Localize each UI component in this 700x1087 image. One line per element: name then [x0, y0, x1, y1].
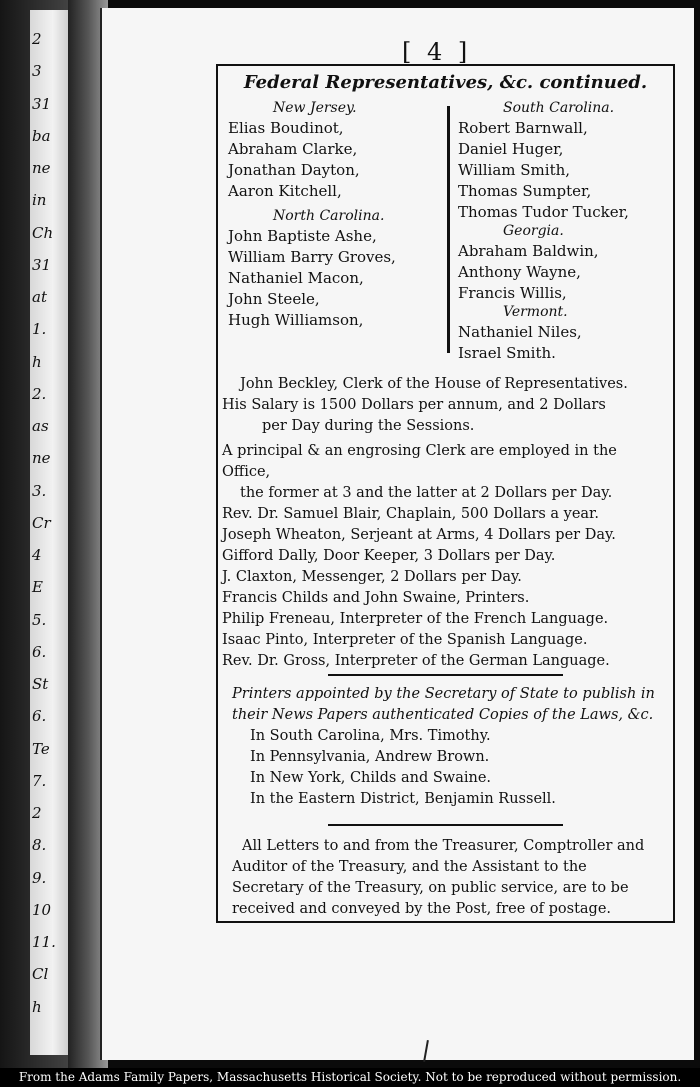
facing-page-margin: [30, 10, 70, 1055]
letters-line: Auditor of the Treasury, and the Assistant to the: [232, 859, 587, 875]
officer-line: the former at 3 and the latter at 2 Dollars per Day.: [240, 485, 613, 501]
member-name: Nathaniel Niles,: [458, 323, 582, 341]
margin-note: 2.: [32, 384, 47, 403]
margin-note: ne: [32, 449, 51, 468]
margin-note: 10: [32, 900, 52, 919]
printers-section: [222, 684, 669, 810]
printers-line: their News Papers authenticated Copies of the Laws, &c.: [232, 707, 654, 723]
officer-line: His Salary is 1500 Dollars per annum, and 2 Dollars: [222, 397, 606, 413]
letters-line: received and conveyed by the Post, free of postage.: [232, 901, 612, 917]
member-name: John Steele,: [228, 290, 320, 308]
state-heading: Vermont.: [503, 304, 568, 320]
margin-note: in: [32, 191, 47, 210]
member-name: Thomas Sumpter,: [458, 182, 592, 200]
member-name: Aaron Kitchell,: [228, 182, 342, 200]
member-name: Hugh Williamson,: [228, 311, 364, 329]
margin-note: 31: [32, 255, 52, 274]
content-frame: [216, 64, 675, 923]
section-rule: [328, 674, 563, 676]
margin-note: Cr: [32, 513, 51, 532]
member-name: Anthony Wayne,: [458, 263, 581, 281]
printers-line: In Pennsylvania, Andrew Brown.: [250, 749, 490, 765]
margin-note: 3: [32, 62, 42, 81]
margin-note: ne: [32, 159, 51, 178]
margin-note: Ch: [32, 223, 54, 242]
state-heading: North Carolina.: [273, 208, 385, 224]
member-name: Daniel Huger,: [458, 140, 564, 158]
section-rule: [328, 824, 563, 826]
officer-line: Rev. Dr. Samuel Blair, Chaplain, 500 Dollars a year.: [222, 506, 599, 522]
section-header: Federal Representatives, &c. continued.: [243, 72, 648, 93]
member-name: Francis Willis,: [458, 284, 567, 302]
margin-note: h: [32, 352, 42, 371]
officer-line: Francis Childs and John Swaine, Printers.: [222, 590, 530, 606]
letters-line: All Letters to and from the Treasurer, Comptroller and: [242, 838, 645, 854]
margin-note: as: [32, 417, 49, 436]
margin-note: at: [32, 288, 47, 307]
letters-line: Secretary of the Treasury, on public service, are to be: [232, 880, 629, 896]
margin-note: 3.: [32, 481, 47, 500]
officer-line: Joseph Wheaton, Serjeant at Arms, 4 Dollars per Day.: [222, 527, 616, 543]
margin-note: ba: [32, 126, 51, 145]
margin-note: h: [32, 997, 42, 1016]
margin-note: 9.: [32, 868, 47, 887]
left-column: [228, 100, 443, 331]
member-name: William Barry Groves,: [228, 248, 396, 266]
margin-note: 1.: [32, 320, 47, 339]
margin-note: 2: [32, 804, 42, 823]
margin-note: Te: [32, 739, 50, 758]
member-name: Israel Smith.: [458, 344, 556, 362]
officer-line: J. Claxton, Messenger, 2 Dollars per Day.: [222, 569, 522, 585]
printers-line: Printers appointed by the Secretary of State to publish in: [232, 686, 655, 702]
column-divider: [447, 106, 450, 353]
member-name: Jonathan Dayton,: [228, 161, 360, 179]
officer-line: Philip Freneau, Interpreter of the French Language.: [222, 611, 609, 627]
officer-line: John Beckley, Clerk of the House of Representatives.: [240, 376, 628, 392]
margin-note: E: [32, 578, 43, 597]
member-name: John Baptiste Ashe,: [228, 227, 377, 245]
officers-list: [222, 374, 669, 672]
margin-note: 8.: [32, 836, 47, 855]
printers-line: In New York, Childs and Swaine.: [250, 770, 492, 786]
member-name: Abraham Clarke,: [228, 140, 358, 158]
margin-note: St: [32, 675, 49, 694]
right-column: [458, 100, 668, 364]
member-name: Robert Barnwall,: [458, 119, 588, 137]
margin-note: 11.: [32, 933, 56, 952]
printers-line: In South Carolina, Mrs. Timothy.: [250, 728, 491, 744]
copyright-caption: From the Adams Family Papers, Massachusetts Historical Society. Not to be reproduced without permission.: [0, 1068, 700, 1087]
document-page: [100, 8, 694, 1060]
margin-note: 4: [32, 546, 42, 565]
officer-line: Isaac Pinto, Interpreter of the Spanish Language.: [222, 632, 588, 648]
officer-line: Gifford Dally, Door Keeper, 3 Dollars per Day.: [222, 548, 556, 564]
margin-note: 7.: [32, 771, 47, 790]
letters-note: [222, 836, 669, 920]
officer-line: Rev. Dr. Gross, Interpreter of the German Language.: [222, 653, 610, 669]
state-heading: South Carolina.: [503, 100, 615, 116]
page-number: [ 4 ]: [402, 38, 472, 66]
member-name: Abraham Baldwin,: [458, 242, 599, 260]
margin-note: 5.: [32, 610, 47, 629]
member-name: Elias Boudinot,: [228, 119, 344, 137]
margin-note: 6.: [32, 642, 47, 661]
member-name: William Smith,: [458, 161, 571, 179]
margin-note: 6.: [32, 707, 47, 726]
printers-line: In the Eastern District, Benjamin Russell.: [250, 791, 556, 807]
state-heading: Georgia.: [503, 223, 564, 239]
margin-note: 31: [32, 94, 52, 113]
officer-line: A principal & an engrosing Clerk are employed in the Office,: [222, 443, 617, 480]
state-heading: New Jersey.: [273, 100, 357, 116]
officer-line: per Day during the Sessions.: [262, 418, 475, 434]
member-name: Nathaniel Macon,: [228, 269, 364, 287]
margin-note: 2: [32, 30, 42, 48]
margin-note: Cl: [32, 965, 49, 984]
member-name: Thomas Tudor Tucker,: [458, 203, 629, 221]
